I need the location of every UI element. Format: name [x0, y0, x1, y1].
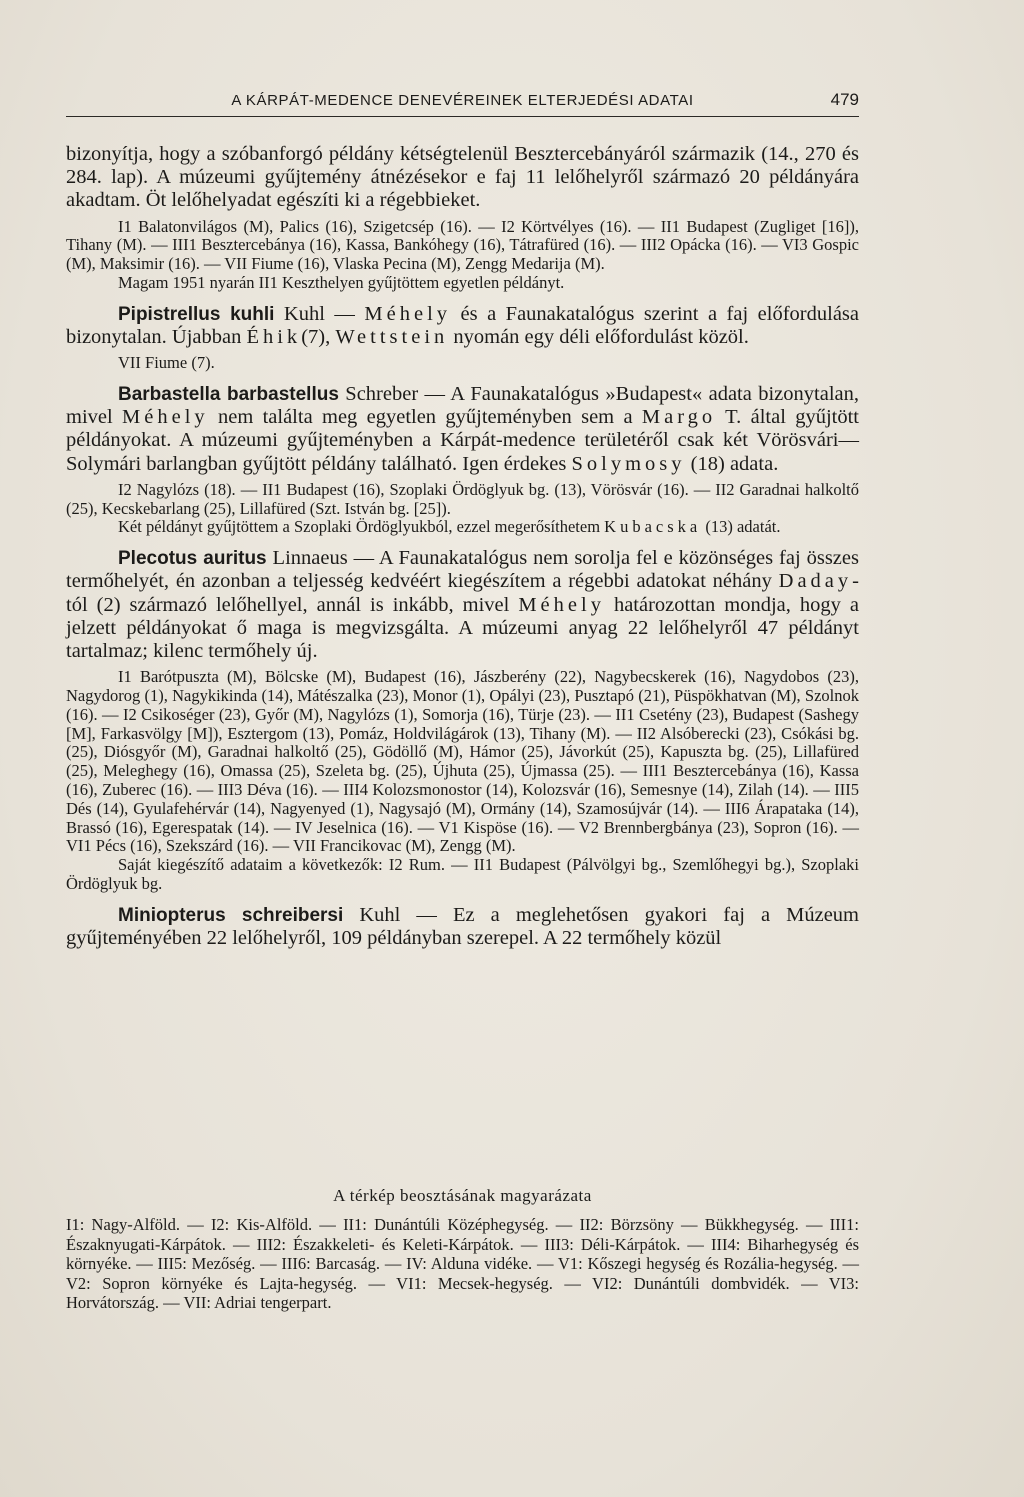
species-name: Pipistrellus kuhli — [118, 303, 275, 325]
author-name: Méhely — [364, 302, 452, 325]
author-name: Méhely — [122, 406, 209, 429]
running-head — [66, 88, 859, 116]
species-name: Plecotus auritus — [118, 548, 267, 570]
species-paragraph-pipistrellus: Pipistrellus kuhli Kuhl — Méhely és a Faunakatalógus szerint a faj előfordulása bizonytalan. Újabban Éhik(7), Wettstein nyomán egy déli előfordulást közöl. — [66, 302, 859, 348]
author-name: Daday — [778, 570, 853, 593]
author-name: Margo — [641, 406, 717, 429]
page-number: 479 — [830, 90, 859, 109]
author-name: Méhely — [518, 593, 605, 616]
locality-list-2: VII Fiume (7). — [118, 353, 215, 373]
header-rule — [66, 116, 859, 117]
author-name: Solymosy — [571, 452, 686, 475]
own-record-4: Saját kiegészítő adataim a következők: I2 Rum. — II1 Budapest (Pálvölgyi bg., Szemlőhegyi bg.), Szoplaki Ördöglyuk bg. — [66, 855, 859, 893]
article-body — [66, 143, 859, 950]
map-legend-title: A térkép beosztásának magyarázata — [333, 1186, 592, 1205]
author-name: Wettstein — [335, 326, 449, 348]
paragraph-intro: bizonyítja, hogy a szóbanforgó példány kétségtelenül Besztercebányáról származik (14., 270 és 284. lap). A múzeumi gyűjtemény átnézésekor e faj 11 lelőhelyről származó 20 példányára akadtam. Öt lelőhelyadat egészíti ki a régebbieket. — [66, 143, 859, 212]
species-paragraph-plecotus: Plecotus auritus Linnaeus — A Faunakatalógus nem sorolja fel e közönséges faj összes termőhelyét, én azonban a teljesség kedvéért kiegészítem a régebbi adatokat néhány Daday-tól (2) származó lelőhellyel, annál is inkább, mivel Méhely határozottan mondja, hogy a jelzett példányokat ő maga is megvizsgálta. A múzeumi anyag 22 lelőhelyről 47 példányt tartalmaz; kilenc termőhely új. — [66, 547, 860, 663]
map-legend — [66, 1185, 859, 1313]
locality-list-1: I1 Balatonvilágos (M), Palics (16), Szigetcsép (16). — I2 Körtvélyes (16). — II1 Budapest (Zugliget [16]), Tihany (M). — III1 Besztercebánya (16), Kassa, Bankóhegy (16), Tátrafüred (16). — III2 Opácka (16). — VI3 Gospic (M), Maksimir (16). — VII Fiume (16), Vlaska Pecina (M), Zengg Medarija (M). — [66, 216, 859, 274]
locality-list-3: I2 Nagylózs (18). — II1 Budapest (16), Szoplaki Ördöglyuk bg. (13), Vörösvár (16). — II2 Garadnai halkoltő (25), Kecskebarlang (25), Lillafüred (Szt. István bg. [25]). — [66, 479, 859, 518]
running-title: A KÁRPÁT-MEDENCE DENEVÉREINEK ELTERJEDÉSI ADATAI — [231, 92, 694, 109]
own-record-1: Magam 1951 nyarán II1 Keszthelyen gyűjtöttem egyetlen példányt. — [118, 273, 565, 292]
map-legend-text: I1: Nagy-Alföld. — I2: Kis-Alföld. — II1: Dunántúli Középhegység. — II2: Börzsöny — Bükkhegység. — III1: Északnyugati-Kárpátok. — III2: Északkeleti- és Keleti-Kárpátok. — III3: Déli-Kárpátok. — III4: Biharhegység és környéke. — III5: Mezőség. — III6: Barcaság. — IV: Alduna vidéke. — V1: Kőszegi hegység és Rozália-hegység. — V2: Sopron környéke és Lajta-hegység. — VI1: Mecsek-hegység. — VI2: Dunántúli dombvidék. — VI3: Horvátország. — VII: Adriai tengerpart. — [66, 1215, 859, 1312]
species-name: Barbastella barbastellus — [118, 384, 339, 405]
species-paragraph-miniopterus: Miniopterus schreibersi Kuhl — Ez a meglehetősen gyakori faj a Múzeum gyűjteményében 22 lelőhelyről, 109 példányban szerepel. A 22 termőhely közül — [66, 903, 859, 949]
locality-list-4: I1 Barótpuszta (M), Bölcske (M), Budapest (16), Jászberény (22), Nagybecskerek (16), Nagydobos (23), Nagydorog (1), Nagykikinda (14), Mátészalka (23), Monor (1), Opályi (23), Pusztapó (21), Püspökhatvan (M), Szolnok (16). — I2 Csikoséger (23), Győr (M), Nagylózs (1), Somorja (16), Türje (23). — II1 Csetény (23), Budapest (Sashegy [M], Farkasvölgy [M]), Esztergom (13), Pomáz, Holdvilágárok (13), Tihany (M). — II2 Alsóberecki (23), Csókási bg. (25), Diósgyőr (M), Garadnai halkoltő (25), Gödöllő (M), Hámor (25), Jávorkút (25), Kapuszta bg. (25), Lillafüred (25), Meleghegy (16), Omassa (25), Szeleta bg. (25), Újhuta (25), Újmassa (25). — III1 Besztercebánya (16), Kassa (16), Zuberec (16). — III3 Déva (16). — III4 Kolozsmonostor (14), Kolozsvár (16), Semesnye (14), Zilah (14). — III5 Dés (14), Gyulafehérvár (14), Nagyenyed (1), Nagysajó (M), Ormány (14), Szamosújvár (14). — III6 Árapataka (14), Brassó (16), Egerespatak (14). — IV Jeselnica (16). — V1 Kispöse (16). — V2 Brennbergbánya (23), Sopron (16). — VI1 Pécs (16), Szekszárd (16). — VII Francikovac (M), Zengg (M). — [66, 667, 859, 856]
author-name: Kubacska — [604, 517, 702, 537]
species-paragraph-barbastella: Barbastella barbastellus Schreber — A Faunakatalógus »Budapest« adata bizonytalan, mivel Méhely nem találta meg egyetlen gyűjteményben sem a Margo T. által gyűjtött példányokat. A múzeumi gyűjteményben a Kárpát-medence területéről csak két Vörösvári—Solymári barlangban gyűjtött példány található. Igen érdekes Solymosy (18) adata. — [66, 383, 859, 475]
author-name: Éhik — [246, 326, 302, 348]
own-record-3: Két példányt gyűjtöttem a Szoplaki Ördöglyukból, ezzel megerősíthetem Kubacska (13) adatát. — [118, 517, 781, 537]
species-name: Miniopterus schreibersi — [118, 904, 344, 926]
